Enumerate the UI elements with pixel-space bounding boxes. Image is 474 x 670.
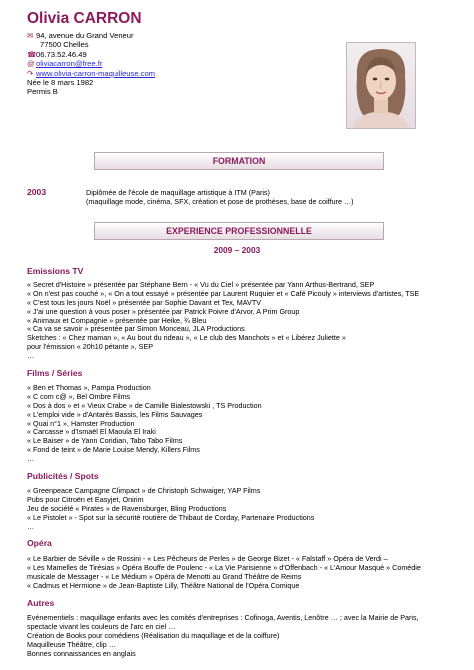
category-items-films <box>27 384 262 464</box>
portrait-photo <box>346 42 416 129</box>
list-item: Pubs pour Citroën et Easyjet, Onirim <box>27 494 144 504</box>
address-street: 94, avenue du Grand Veneur <box>36 31 134 40</box>
address-city: 77500 Chelles <box>40 40 89 50</box>
list-item: « Le Barbier de Séville » de Rossini - « Les Pêcheurs de Perles » de George Bizet - « Falstaff » Opéra de Verdi – <box>27 554 388 563</box>
email-link[interactable]: oliviacarron@free.fr <box>36 59 103 69</box>
list-item: « Ca va se savoir » présentée par Simon Monceau, JLA Productions <box>27 324 245 334</box>
list-item: « Secret d'Histoire » présentée par Stéphane Bern - « Vu du Ciel » présentée par Yann Arthus-Bertrand, SEP <box>27 280 375 289</box>
formation-details <box>86 188 354 206</box>
list-item: … <box>27 521 35 531</box>
list-item: « C'est tous les jours Noël » présentée par Sophie Davant et Tex, MAVTV <box>27 297 262 307</box>
list-item: Sketches : « Chez maman », « Au bout du rideau », « Le club des Manchots » et « Libérez Juliette » <box>27 333 346 343</box>
list-item: « L'emploi vide » d'Antarès Bassis, les Films Sauvages <box>27 409 203 419</box>
category-items-opera <box>27 555 421 591</box>
address-line <box>27 31 155 40</box>
category-items-other <box>27 614 419 658</box>
contact-block <box>27 31 155 97</box>
list-item: Bonnes connaissances en anglais <box>27 648 136 658</box>
category-title-ads: Publicités / Spots <box>27 471 99 481</box>
category-title-films: Films / Séries <box>27 368 83 378</box>
list-item: « Les Mamelles de Tirésias » Opéra Bouffe de Poulenc - « La Vie Parisienne » d'Offenbach - « L'Amour Masqué » Comédie <box>27 562 421 572</box>
category-title-tv: Emissions TV <box>27 266 84 276</box>
list-item: « Ben et Thomas », Pampa Production <box>27 383 151 392</box>
at-icon: @ <box>27 59 35 69</box>
list-item: … <box>27 454 35 464</box>
phone-number: 06.73.52.46.49 <box>36 49 87 59</box>
formation-year: 2003 <box>27 187 47 197</box>
birth-date: Née le 8 mars 1982 <box>27 77 94 87</box>
section-experience-header: EXPERIENCE PROFESSIONNELLE <box>94 222 384 240</box>
candidate-name: Olivia CARRON <box>27 10 142 27</box>
list-item: « Fond de teint » de Marie Louise Mendy, Killers Films <box>27 445 200 455</box>
envelope-icon: ✉ <box>27 31 34 40</box>
category-items-tv <box>27 281 419 361</box>
list-item: « Cadmus et Hermione » de Jean-Baptiste Lilly, Théâtre National de l'Opéra Comique <box>27 580 300 590</box>
category-items-ads <box>27 487 314 531</box>
experience-period: 2009 – 2003 <box>213 245 261 255</box>
list-item: « J'ai une question à vous poser » présentée par Patrick Poivre d'Arvor, A Prim Group <box>27 306 300 316</box>
list-item: « Quai n°1 », Hamster Production <box>27 418 135 428</box>
formation-subjects: (maquillage mode, cinéma, SFX, création et pose de prothèses, base de coiffure …) <box>86 197 354 207</box>
list-item: « C com c@ », Bel Ombre Films <box>27 391 131 401</box>
list-item: « Carcasse » d'Ismaël El Maoula El Iraki <box>27 427 156 437</box>
email-line <box>27 59 155 68</box>
list-item: « On n'est pas couché », « On a tout essayé » présentée par Laurent Ruquier et « Café Picouly » interviews d'artistes, TSE <box>27 288 420 298</box>
list-item: « Greenpeace Campagne Climpact » de Christoph Schwaiger, YAP Films <box>27 486 261 495</box>
phone-line <box>27 50 155 59</box>
formation-diploma: Diplômée de l'école de maquillage artistique à ITM (Paris) <box>86 188 270 197</box>
website-link[interactable]: www.olivia-carron-maquilleuse.com <box>36 68 156 78</box>
website-line <box>27 69 155 78</box>
list-item: musicale de Messager - « Le Médium » Opéra de Menotti au Grand Théâtre de Reims <box>27 571 302 581</box>
list-item: « Le Baiser » de Yann Coridian, Tabo Tabo Films <box>27 436 183 446</box>
list-item: spectacle vivant les couleurs de l'arc en ciel … <box>27 621 176 631</box>
list-item: … <box>27 351 35 361</box>
phone-icon: ☎ <box>27 49 37 59</box>
list-item: Création de Books pour comédiens (Réalisation du maquillage et de la coiffure) <box>27 630 280 640</box>
list-item: Jeu de société « Pirates » de Ravensburger, Bling Productions <box>27 503 227 513</box>
category-title-opera: Opéra <box>27 538 52 548</box>
list-item: pour l'émission « 20h10 pétante », SEP <box>27 342 154 352</box>
list-item: Evénementiels : maquillage enfants avec les comités d'entreprises : Cofinoga, Aventis, Lenôtre … ; avec la Mairie de Paris, <box>27 613 419 622</box>
section-formation-header: FORMATION <box>94 152 384 170</box>
driving-license: Permis B <box>27 87 58 97</box>
list-item: « Le Pistolet » - Spot sur la sécurité routière de Thibaut de Corday, Partenaire Productions <box>27 512 315 522</box>
category-title-other: Autres <box>27 598 55 608</box>
list-item: Maquilleuse Théâtre, clip … <box>27 639 116 649</box>
list-item: « Animaux et Compagnie » présentée par Heike, ¾ Bleu <box>27 315 207 325</box>
link-icon: ↷ <box>27 68 34 78</box>
list-item: « Dos à dos » et « Vieux Crabe » de Camille Bialestowski , TS Production <box>27 400 262 410</box>
